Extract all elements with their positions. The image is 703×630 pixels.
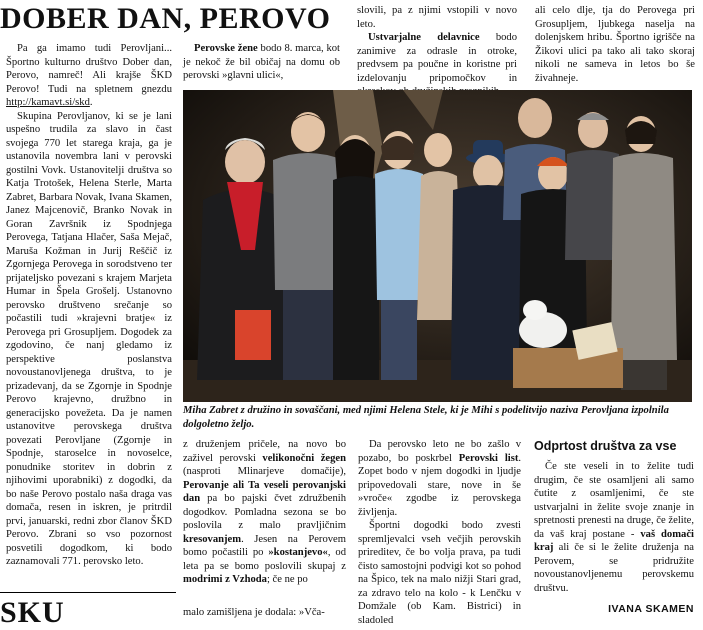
column-2: [183, 42, 340, 83]
paragraph: Športni dogodki bodo zvesti spremljevalci vseh večjih perovskih prireditev, če bo volja prava, pa tudi čisto samostojni podvigi kot so pohod na Špico, tek na malo nižji Stari grad, za zdravo telo na kolo - k Lenčku v Domžale (ob Kam. Bistrici) in sladoled: [358, 520, 521, 626]
intro-paragraph: Pa ga imamo tudi Perovljani... Športno kulturno društvo Dober dan, Perovo, namreč! Ali krajše ŠKD Perovo! Tudi na spletnem gnezdu http://kamavt.si/skd.: [6, 43, 172, 108]
paragraph: Če ste veseli in to želite tudi drugim, če ste osamljeni ali samo čutite z osamljenimi, če ste ustvarjalni in želite svoje znanje in spretnosti prenesti na druge, če želite, da vaš kraj postane - vaš domači kraj ali če si le želite druženja na Perovem, se pridružite novoustanovljenemu perovskemu društvu.: [534, 461, 694, 594]
column-4: [535, 4, 695, 85]
column-3: [357, 4, 517, 99]
section-heading: Odprtost društva za vse: [534, 439, 677, 453]
paragraph: Perovske žene bodo 8. marca, kot je nekoč že bil običaj na domu ob perovski »glavni ulici«,: [183, 43, 341, 81]
author-byline: IVANA SKAMEN: [608, 603, 694, 615]
paragraph: Ustvarjalne delavnice bodo zanimive za odrasle in otroke, predvsem pa poučne in koristne pri izdelovanju pripomočkov in: [357, 32, 517, 84]
group-photo: [183, 90, 692, 402]
column-1: [6, 42, 172, 569]
bottom-column-2: [183, 438, 346, 587]
paragraph: Da perovsko leto ne bo zašlo v pozabo, bo poskrbel Perovski list. Zopet bodo v njem dogodki in ljudje pripovedovali stare, nove in še »vroče« zgodbe iz perovskega življenja.: [358, 439, 522, 518]
paragraph: z druženjem pričele, na novo bo zaživel perovski velikonočni žegen (nasproti Mlinarjeve domačije), Perovanje ali Ta veseli perovanjski dan pa bo pajski čvet združbenih dogodkov. Pomladna sezona se bo poslovila z malo pravljičnim kresovanjem. Jesen na Perovem bomo počastili po »kostanjevo«, od leta pa se bomo poslovili skupaj z modrimi z Vzhoda; če ne po: [183, 439, 346, 585]
bottom-column-3: [358, 438, 521, 627]
photo-caption: Miha Zabret z družino in sovaščani, med njimi Helena Stele, ki je Mihi s podelitvijo naziva Perovljana izpolnila dolgoletno željo.: [183, 405, 669, 430]
next-article-headline: SKU: [0, 596, 65, 629]
website-link[interactable]: http://kamavt.si/skd: [6, 97, 90, 108]
bottom-column-4: [534, 438, 694, 617]
paragraph: slovili, pa z njimi vstopili v novo leto.: [357, 5, 517, 30]
divider: [0, 592, 176, 593]
founding-paragraph: Skupina Perovljanov, ki se je lani uspešno trudila za slavo in čast svojega 770 let starega kraja, ga je ustanovila novembra lani v perovski gostilni Vovk. Ustanovitelji društva so Katja Trotošek, Helena Sterle, Marta Zabret, Barbara Novak, Ivana Skamen, Janez Majcenovič, Branko Novak in Goran Završnik iz Spodnjega Perovega, Tatjana Hlačer, Saša Mejač, Maruša Kožman in Jurij Reščič iz Zgornjega Perovega in sorodstveno ter prijateljsko povezani s krajem Marjeta Humar in Špela Grošelj. Ustanovno perovsko društveno srečanje so počastili tudi »krajevni bratje« iz Perovega pri Grosupljem. Dogodek za zgodovino, če nanj gledamo iz perspektive poslanstva novoustanovljenega društva, to je prizadevanj, da se Zgornje in Spodnje Perovo krajevno, družbno in generacijsko povežeta. Da je namen ustanovitve perovskega društva povezati Perovljane (Zgornje in Spodnje, staroselce in novoselce, ponudnike storitev in dobrin z njihovimi uporabniki) z dogodki, da bo naše Perovo postalo naša draga vas domača, resen in iskren, je pritrdil prvi, januarski, redni zbor članov ŠKD Perovo. Zbrani so vso pozornost posvetili dogodkom, ki bodo zaznamovali 771. perovsko leto.: [6, 110, 172, 567]
paragraph: ali celo dlje, tja do Perovega pri Grosupljem, ljubkega naselja na dolenjskem hribu. Športno igrišče na Žikovi ulici pa tako ali tako skoraj nikoli ne sameva in letos bo še živahneje.: [535, 5, 695, 84]
paragraph: malo zamišljena je dodala: »Vča-: [183, 607, 325, 618]
article-title: DOBER DAN, PEROVO: [0, 2, 331, 35]
next-article-text: [183, 606, 353, 620]
